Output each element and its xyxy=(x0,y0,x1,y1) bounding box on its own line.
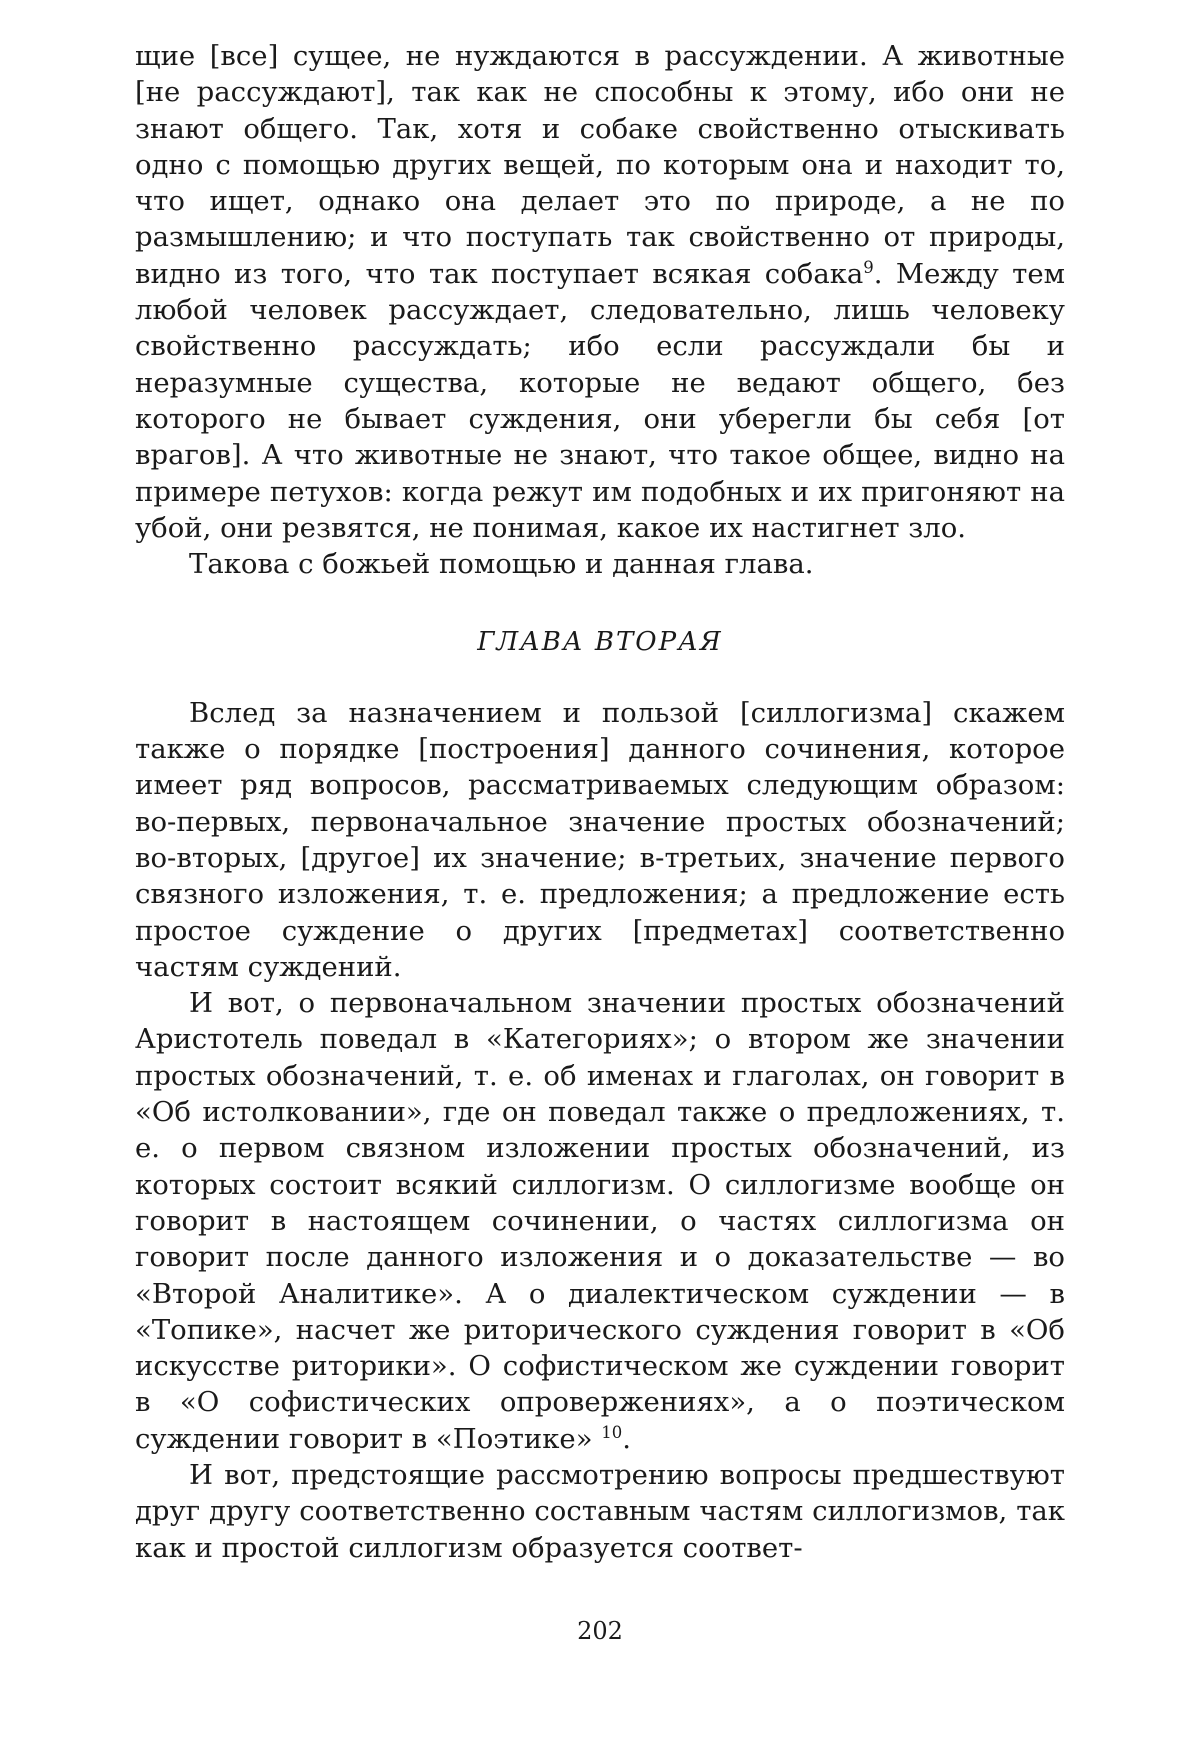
footnote-marker-10: 10 xyxy=(601,1422,623,1442)
footnote-marker-9: 9 xyxy=(863,257,874,277)
paragraph-order: Вслед за назначением и пользой [силлогизма] скажем также о порядке [построения] данного сочинения, которое имеет ряд вопросов, рассматриваемых следующим образом: во-первых, первоначальное значение простых обозначений; во-вторых, [другое] их значение; в-третьих, значение первого связного изложения, т. е. предложения; а предложение есть простое суждение о других [предметах] соответственно частям суждений. xyxy=(135,696,1065,983)
paragraph-aristotle xyxy=(135,985,1065,1457)
paragraph-continuation xyxy=(135,38,1065,546)
paragraph-text: И вот, о первоначальном значении простых обозначений Аристотель поведал в «Категориях»; о втором же значении простых обозначений, т. е. об именах и глаголах, он говорит в «Об истолковании», где он поведал также о предложениях, т. е. о первом связном изложении простых обозначений, из которых состоит всякий силлогизм. О силлогизме вообще он говорит в настоящем сочинении, о частях силлогизма он говорит после данного изложения и о доказательстве — во «Второй Аналитике». А о диалектическом суждении — в «Топике», насчет же риторического суждения говорит в «Об искусстве риторики». О софистическом же суждении говорит в «О софистических опровержениях», а о поэтическом суждении говорит в «Поэтике» xyxy=(135,987,1065,1455)
page-number: 202 xyxy=(577,1617,623,1645)
paragraph-closing: Такова с божьей помощью и данная глава. xyxy=(189,548,814,581)
paragraph-text-continued: . Между тем любой человек рассуждает, следовательно, лишь человеку свойственно рассуждать; ибо если рассуждали бы и неразумные существа, которые не ведают общего, без которого не бывает суждения, они уберегли бы себя [от врагов]. А что животные не знают, что такое общее, видно на примере петухов: когда режут им подобных и их пригоняют на убой, они резвятся, не понимая, какое их настигнет зло. xyxy=(135,257,1065,544)
page-text xyxy=(135,38,1065,1566)
paragraph-text: щие [все] сущее, не нуждаются в рассуждении. А животные [не рассуждают], так как не способны к этому, ибо они не знают общего. Так, хотя и собаке свойственно отыскивать одно с помощью других вещей, по которым она и находит то, что ищет, однако она делает это по природе, а не по размышлению; и что поступать так свойственно от природы, видно из того, что так поступает всякая собака xyxy=(135,40,1065,290)
chapter-heading: ГЛАВА ВТОРАЯ xyxy=(477,627,723,658)
paragraph-questions: И вот, предстоящие рассмотрению вопросы предшествуют друг другу соответственно составным частям силлогизмов, так как и простой силлогизм образуется соответ- xyxy=(135,1458,1065,1564)
paragraph-text-continued: . xyxy=(622,1422,632,1455)
